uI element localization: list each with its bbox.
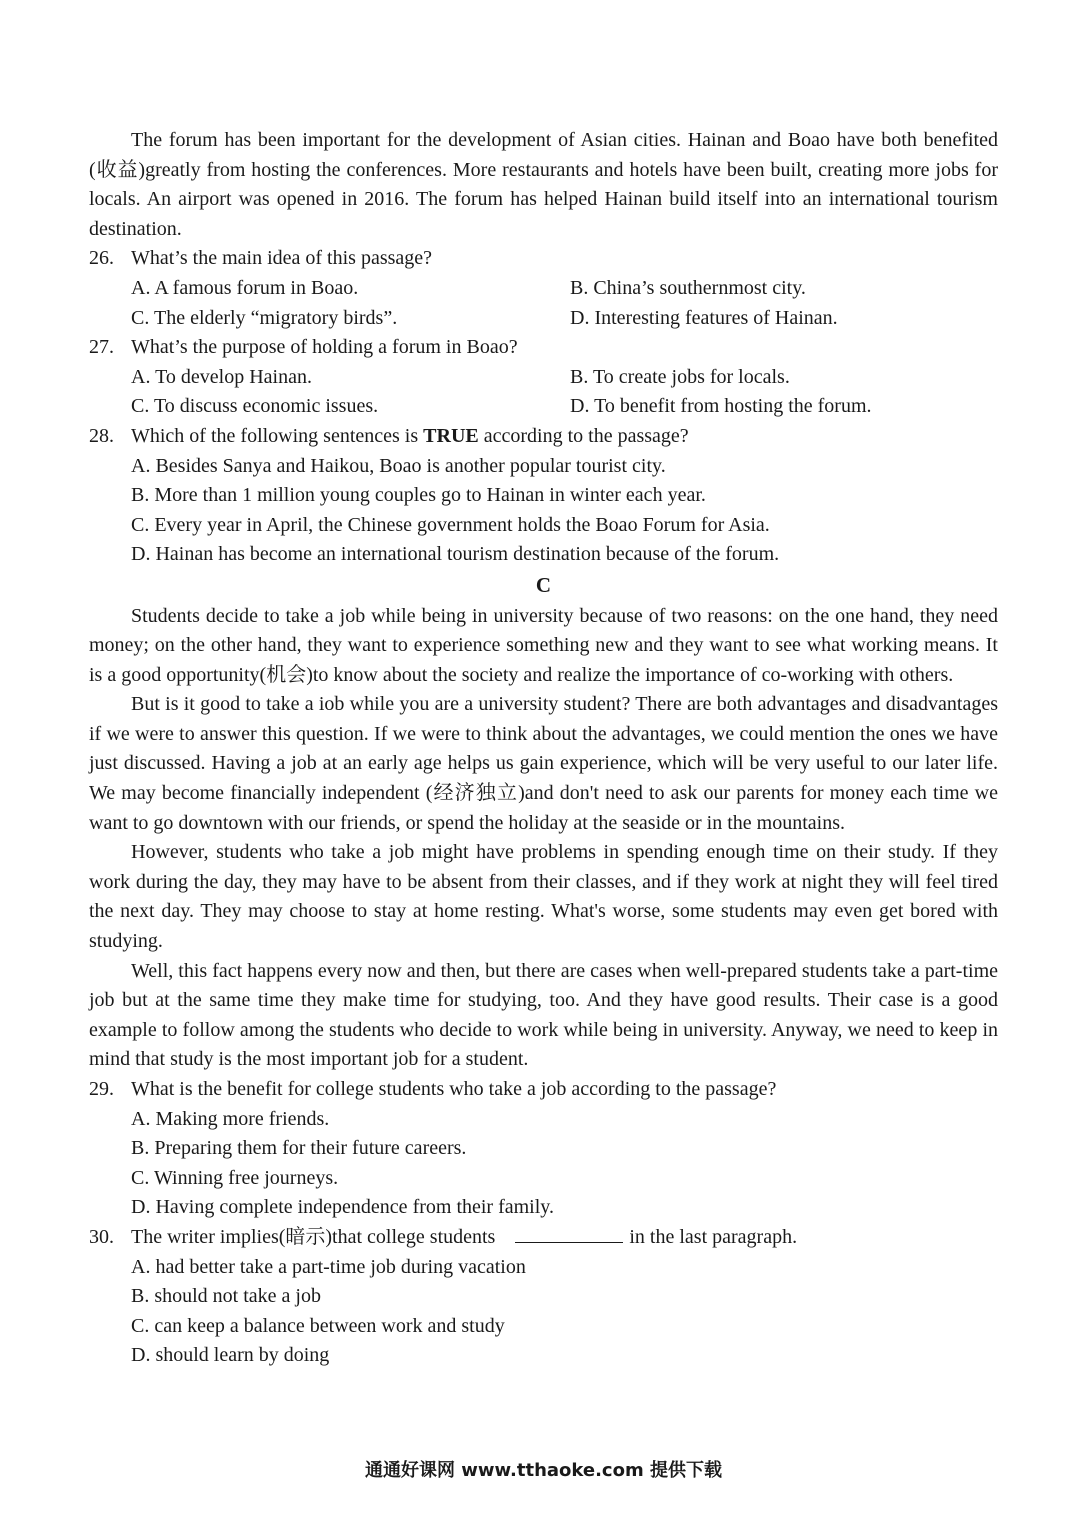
option-a: A. had better take a part-time job during vacation: [131, 1255, 526, 1278]
question-number: 26.: [89, 247, 114, 270]
option-a: A. Making more friends.: [131, 1107, 330, 1130]
option-a: A. Besides Sanya and Haikou, Boao is another popular tourist city.: [131, 454, 666, 477]
option-d: D. Hainan has become an international tourism destination because of the forum.: [131, 543, 780, 566]
section-heading-c: C: [535, 572, 552, 597]
option-c: C. The elderly “migratory birds”.: [131, 306, 398, 329]
option-c: C. Winning free journeys.: [131, 1166, 339, 1189]
options-26-row-2: [131, 304, 998, 334]
options-26-row-1: [131, 274, 998, 304]
question-text: What’s the main idea of this passage?: [131, 247, 433, 270]
options-27-row-1: [131, 363, 998, 393]
option-b: B. China’s southernmost city.: [570, 276, 806, 299]
option-d: D. To benefit from hosting the forum.: [570, 395, 872, 418]
question-text-part: Which of the following sentences is: [131, 424, 424, 447]
question-30: [89, 1223, 998, 1253]
option-d: D. Having complete independence from their family.: [131, 1196, 554, 1219]
question-26: [89, 244, 998, 274]
option-d: D. Interesting features of Hainan.: [570, 306, 838, 329]
question-text: What is the benefit for college students who take a job according to the passage?: [131, 1078, 777, 1100]
options-27-row-2: [131, 392, 998, 422]
question-text-part: The writer implies(暗示)that college students: [131, 1225, 496, 1248]
passage-c-paragraph-1: Students decide to take a job while being in university because of two reasons: on the one hand, they need money; on the other hand, they want to experience something new and they want to see what working means. It is a good opportunity(机会)to know about the society and realize the importance of co-working with others.: [89, 604, 998, 686]
option-b: B. More than 1 million young couples go to Hainan in winter each year.: [131, 484, 706, 507]
question-number: 30.: [89, 1225, 114, 1248]
question-text-emphasis: TRUE: [423, 424, 479, 447]
option-d: D. should learn by doing: [131, 1344, 330, 1367]
page-footer: 通通好课网 www.tthaoke.com 提供下载: [365, 1460, 722, 1481]
question-28: [89, 422, 998, 452]
option-a: A. A famous forum in Boao.: [131, 276, 359, 299]
option-b: B. Preparing them for their future careers.: [131, 1137, 467, 1160]
option-c: C. Every year in April, the Chinese government holds the Boao Forum for Asia.: [131, 513, 770, 536]
question-text-part: according to the passage?: [478, 424, 689, 447]
page-content: [89, 126, 998, 1371]
passage-c-paragraph-2: But is it good to take a iob while you are a university student? There are both advantages and disadvantages if we were to answer this question. If we were to think about the advantages, we could mention the ones we have just discussed. Having a job at an early age helps us gain experience, which will be very useful to our later life. We may become financially independent (经济独立)and don't need to ask our parents for money each time we want to go downtown with our friends, or spend the holiday at the seaside or in the mountains.: [89, 693, 998, 834]
option-b: B. To create jobs for locals.: [570, 365, 790, 388]
question-text: [131, 1223, 998, 1253]
option-b: B. should not take a job: [131, 1285, 321, 1308]
option-c: C. can keep a balance between work and study: [131, 1314, 505, 1337]
question-number: 27.: [89, 336, 114, 359]
passage-b-last-paragraph: The forum has been important for the development of Asian cities. Hainan and Boao have both benefited (收益)greatly from hosting the conferences. More restaurants and hotels have been built, creating more jobs for locals. An airport was opened in 2016. The forum has helped Hainan build itself into an international tourism destination.: [89, 129, 998, 240]
question-number: 28.: [89, 424, 114, 447]
passage-c-paragraph-3: However, students who take a job might have problems in spending enough time on their study. If they work during the day, they may have to be absent from their classes, and if they work at night they will feel tired the next day. They may choose to stay at home resting. What's worse, some students may even get bored with studying.: [89, 841, 998, 953]
question-text: What’s the purpose of holding a forum in Boao?: [131, 336, 518, 359]
question-27: [89, 333, 998, 363]
answer-blank: [515, 1224, 623, 1243]
option-a: A. To develop Hainan.: [131, 365, 312, 388]
option-c: C. To discuss economic issues.: [131, 395, 379, 418]
question-text-part: in the last paragraph.: [629, 1225, 798, 1248]
question-29: [89, 1075, 998, 1105]
passage-c-paragraph-4: Well, this fact happens every now and then, but there are cases when well-prepared students take a part-time job but at the same time they make time for studying, too. And they have good results. Their case is a good example to follow among the students who decide to work while being in university. Anyway, we need to keep in mind that study is the most important job for a student.: [89, 959, 998, 1071]
question-number: 29.: [89, 1078, 114, 1100]
question-text: [131, 422, 998, 452]
